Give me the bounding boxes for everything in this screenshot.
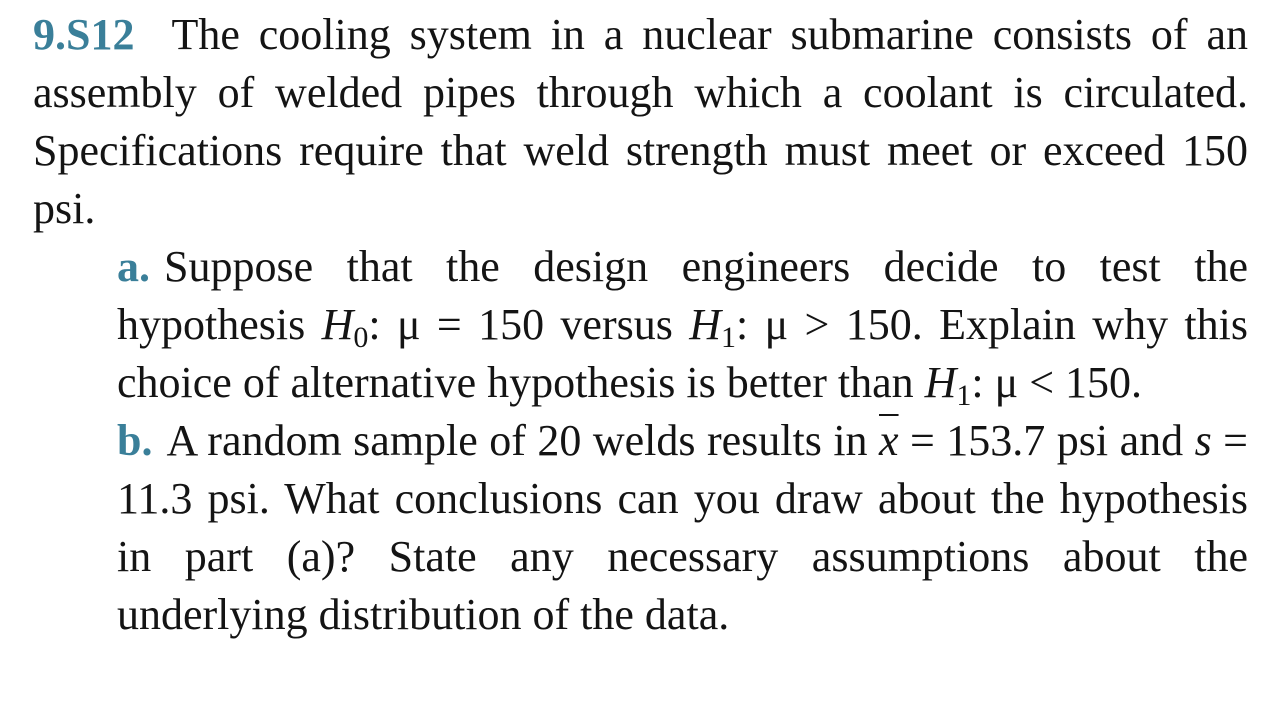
h1-alt-symbol: H (924, 358, 957, 407)
part-a-text-1: Suppose that the design engineers decide to test the hypothesis (117, 242, 1248, 349)
problem-stem: The cooling system in a nuclear submarine consists of an assembly of welded pipes through which a coolant is circulated. Specifications require that weld strength must meet or exceed 150 psi. (33, 10, 1248, 233)
h1-subscript: 1 (721, 321, 737, 354)
part-b-text-2: = 153.7 psi and (910, 416, 1184, 465)
part-a-text-2: : μ = 150 versus (368, 300, 673, 349)
part-a (117, 238, 1248, 412)
part-a-text-3: : μ > 150. Explain why this choice of alternative hypothesis is better than (117, 300, 1248, 407)
h1-symbol: H (689, 300, 722, 349)
part-b-label: b. (117, 416, 153, 465)
xbar-symbol: $\overline{x}$ (879, 416, 899, 465)
problem-block (33, 6, 1248, 644)
s-symbol: s (1194, 416, 1212, 465)
problem-number: 9.S12 (33, 10, 135, 59)
problem-stem-paragraph (33, 6, 1248, 238)
h1-alt-subscript: 1 (956, 379, 972, 412)
h0-symbol: H (321, 300, 354, 349)
part-a-text-4: : μ < 150. (971, 358, 1143, 407)
part-b-text-3: = 11.3 psi. What conclusions can you draw about the hypothesis in part (a)? State any necessary assumptions about the underlying distribution of the data. (117, 416, 1248, 639)
part-b-text-1: A random sample of 20 welds results in (166, 416, 868, 465)
part-b (117, 412, 1248, 644)
h0-subscript: 0 (353, 321, 369, 354)
part-a-label: a. (117, 242, 150, 291)
